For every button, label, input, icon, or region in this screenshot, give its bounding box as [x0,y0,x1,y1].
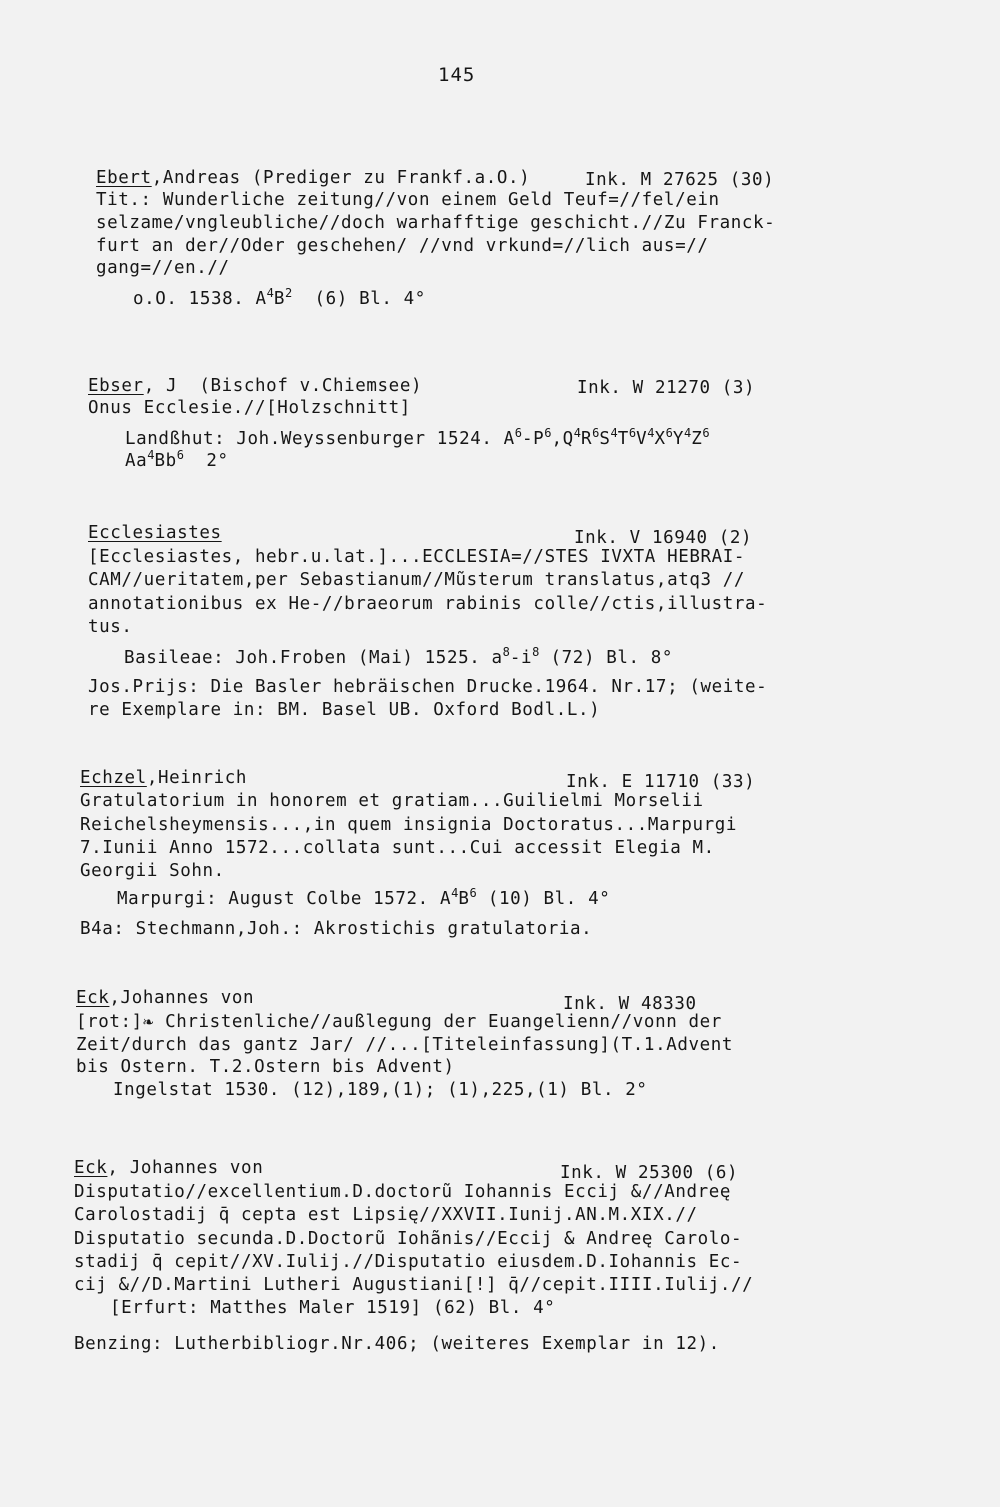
collation-signature: -P [522,429,545,449]
title-line: Tit.: Wunderliche zeitung//von einem Geld Teuf=//fel/ein [96,190,720,210]
title-line: Georgii Sohn. [80,861,225,881]
shelfmark: Ink. V 16940 (2) [574,528,753,548]
collation-sup: 4 [573,426,582,440]
collation-signature: X [654,429,666,449]
collation-sup: 2 [285,286,293,300]
collation-signature: Y [672,429,685,449]
imprint-line: [Erfurt: Matthes Maler 1519] (62) Bl. 4° [110,1298,556,1318]
collation-signature: R [581,429,593,449]
shelfmark: Ink. W 48330 [563,994,697,1014]
collation-sup: 4 [610,426,618,440]
imprint-place-year: Marpurgi: August Colbe 1572. [117,889,429,909]
entry-author: Eck [74,1158,108,1178]
title-line: Carolostadij q̄ cepta est Lipsię//XXVII.Iunij.AN.M.XIX.// [74,1205,698,1225]
shelfmark: Ink. W 25300 (6) [560,1163,739,1183]
collation-sup: 4 [451,886,459,900]
collation: B [273,289,286,309]
collation-signature: Bb [154,451,177,471]
note-line: Jos.Prijs: Die Basler hebräischen Drucke.1964. Nr.17; (weite- [88,677,768,697]
imprint-place-year: Landßhut: Joh.Weyssenburger 1524. [125,429,493,449]
collation-sup: 6 [628,426,637,440]
entry-heading [74,1158,263,1178]
collation: A [255,289,267,309]
imprint-place-year: Basileae: Joh.Froben (Mai) 1525. [124,648,481,668]
imprint-format: 2° [206,451,229,471]
collation [503,426,710,449]
entry-heading [76,988,254,1008]
entry-author-detail: ,Andreas (Prediger zu Frankf.a.O.) [151,168,531,188]
title-line: [rot:]❧ Christenliche//außlegung der Euangelienn//vonn der [76,1012,722,1032]
collation-sup: 6 [592,426,600,440]
collation-sup: 6 [514,426,522,440]
entry-author-detail: ,Heinrich [146,768,248,788]
entry-heading [96,168,530,188]
entry-author: Ebser [88,376,144,396]
collation-sup: 6 [702,426,710,440]
entry-heading [88,523,222,543]
title-line: annotationibus ex He-//braeorum rabinis colle//ctis,illustra- [88,594,768,614]
note-line: B4a: Stechmann,Joh.: Akrostichis gratulatoria. [80,919,593,939]
entry-author: Echzel [80,768,147,788]
title-line: [Ecclesiastes, hebr.u.lat.]...ECCLESIA=//STES IVXTA HEBRAI- [88,547,746,567]
imprint-place-year: o.O. 1538. [133,289,245,309]
collation: B [458,889,470,909]
imprint-line: Ingelstat 1530. (12),189,(1); (1),225,(1) Bl. 2° [113,1080,648,1100]
entry-heading [88,376,422,396]
entry-author-detail: , Johannes von [107,1158,264,1178]
title-line: Zeit/durch das gantz Jar/ //...[Titeleinfassung](T.1.Advent [76,1035,734,1055]
imprint-extent: (72) Bl. 8° [550,648,674,668]
imprint-line [117,883,610,909]
title-line: Reichelsheymensis...,in quem insignia Doctoratus...Marpurgi [80,815,738,835]
title-line: Onus Ecclesie.//[Holzschnitt] [88,398,411,418]
collation-signature: A [503,429,515,449]
entry-author: Ebert [96,168,152,188]
collation-sup: 4 [684,426,692,440]
collation-signature: Aa [125,451,148,471]
entry-heading [80,768,247,788]
title-line: Disputatio//excellentium.D.doctorũ Iohannis Eccij &//Andreę [74,1182,732,1202]
collation-sup: 6 [665,426,673,440]
collation-signature: V [636,429,648,449]
note-line: Benzing: Lutherbibliogr.Nr.406; (weiteres Exemplar in 12). [74,1334,720,1354]
collation: A [439,889,452,909]
title-line: selzame/vngleubliche//doch warhafftige geschicht.//Zu Franck- [96,213,776,233]
collation [125,448,185,471]
title-line: gang=//en.// [96,258,230,278]
imprint-extent: (6) Bl. 4° [314,289,426,309]
title-line: furt an der//Oder geschehen/ //vnd vrkund=//lich aus=// [96,236,709,256]
entry-author: Eck [76,988,110,1008]
imprint-line [124,642,673,668]
title-line: 7.Iunii Anno 1572...collata sunt...Cui accessit Elegia M. [80,838,715,858]
imprint-extent: (10) Bl. 4° [487,889,611,909]
title-line: Gratulatorium in honorem et gratiam...Guilielmi Morselii [80,791,704,811]
collation-sup: 6 [544,426,552,440]
imprint-line [133,283,426,309]
entry-author-detail: , J (Bischof v.Chiemsee) [143,376,423,396]
collation-sup: 8 [502,645,510,659]
note-line: re Exemplare in: BM. Basel UB. Oxford Bodl.L.) [88,700,601,720]
entry-author-detail: ,Johannes von [109,988,255,1008]
title-line: Disputatio secunda.D.Doctorũ Iohãnis//Eccij & Andreę Carolo- [74,1229,743,1249]
collation-sup: 4 [266,286,274,300]
shelfmark: Ink. W 21270 (3) [577,378,756,398]
entry-author: Ecclesiastes [88,523,222,543]
collation-sup: 4 [147,448,155,462]
title-line: cij &//D.Martini Lutheri Augustiani[!] q̄//cepit.IIII.Iulij.// [74,1275,754,1295]
collation-sup: 8 [532,645,540,659]
collation-sup: 4 [647,426,655,440]
collation-signature: Z [691,429,703,449]
collation-signature: T [617,429,629,449]
shelfmark: Ink. E 11710 (33) [566,772,756,792]
collation-sup: 6 [176,448,185,462]
imprint-line [125,445,229,471]
title-line: tus. [88,617,133,637]
collation: -i [509,648,533,668]
title-line: stadij q̄ cepit//XV.Iulij.//Disputatio eiusdem.D.Iohannis Ec- [74,1252,743,1272]
title-line: CAM//ueritatem,per Sebastianum//Mũsterum translatus,atq3 // [88,570,746,590]
collation-sup: 6 [469,886,477,900]
page-number: 145 [438,64,476,86]
collation-signature: S [599,429,611,449]
collation: a [491,648,503,668]
title-line: bis Ostern. T.2.Ostern bis Advent) [76,1057,455,1077]
shelfmark: Ink. M 27625 (30) [585,170,775,190]
collation-signature: ,Q [551,429,574,449]
